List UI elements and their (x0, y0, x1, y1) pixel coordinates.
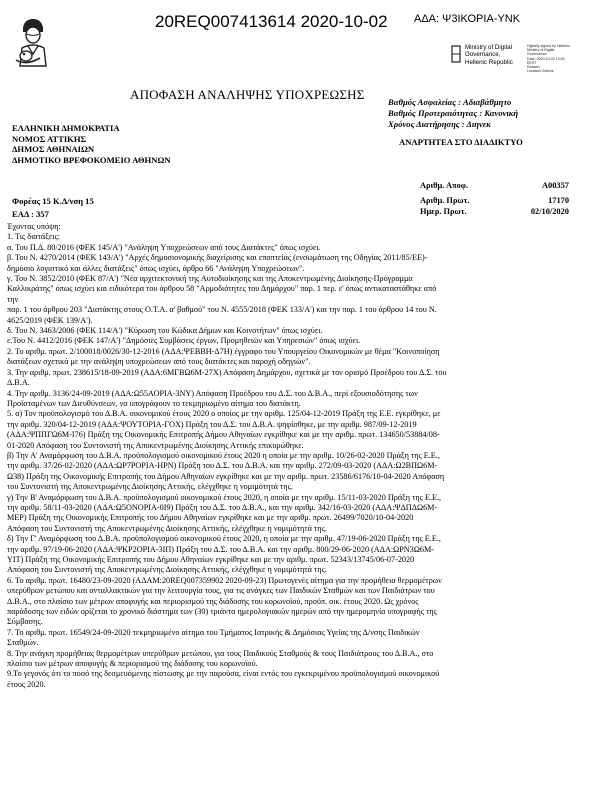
body-line: Σύμβασης. (7, 617, 43, 627)
body-line: δημόσιο λογιστικό και άλλες διατάξεις" όπως ισχύει, άρθρο 66 "Ανάληψη Υποχρεώσεων". (7, 263, 305, 273)
nurse-emblem-icon (12, 16, 54, 68)
body-line: 9.Το γεγονός ότι το ποσό της δεσμευόμενης πίστωσης με την παρούσα, είναι εντός του εγκεκριμένου προϋπολογισμού οικονομικού (7, 669, 440, 679)
body-line: Απόφαση του Συντονιστή της Αποκεντρωμένης Διοίκησης Αττικής, ελέγχθηκε η νομιμότητά της. (7, 565, 327, 575)
eda-number: ΕΑΔ : 357 (12, 209, 49, 219)
body-line: υπερύθρων μετώπου και ανταλλακτικών για την λειτουργία τους, για τις ανάγκες των Παιδικών Σταθμών και των Παιδιάτρων του (7, 586, 435, 596)
body-line: δ. Του Ν. 3463/2006 (ΦΕΚ 114/Α') "Κύρωση του Κώδικα Δήμων και Κοινοτήτων" όπως ισχύει. (7, 326, 323, 336)
signature-line: EEST (527, 60, 537, 65)
digital-signature-details (527, 44, 582, 73)
signature-line: Reason: (527, 65, 541, 70)
body-line: Καλλικράτης" όπως ισχύει και ειδικότερα του άρθρου 58 "Αρμοδιότητες του Δημάρχου" παρ. 1 περ. ε' όπως αντικαταστάθηκε από (7, 284, 437, 294)
document-title: ΑΠΟΦΑΣΗ ΑΝΑΛΗΨΗΣ ΥΠΟΧΡΕΩΣΗΣ (130, 87, 365, 102)
signature-line: Location: Athens (527, 69, 554, 74)
body-line: 4625/2019 (ΦΕΚ 139/Α'). (7, 315, 93, 325)
ministry-line: Hellenic Republic (465, 58, 513, 66)
body-line: 3. Την αριθμ. πρωτ. 238615/18-09-2019 (ΑΔΑ:6ΜΓΒΩ6Μ-27Χ) Απόφαση Δημάρχου, σχετικά με τον ορισμό Προέδρου του Δ.Σ. του (7, 367, 447, 377)
security-level: Βαθμός Ασφαλείας : Αδιαβάθμητο (388, 97, 512, 107)
body-line: 01-2020 Απόφαση του Συντονιστή της Αποκεντρωμένης Διοίκησης Αττικής επικυρώθηκε. (7, 440, 304, 450)
body-line: 6. Το αριθμ. πρωτ. 16480/23-09-2020 (ΑΔΑΜ:20REQ007359902 2020-09-23) Πρωτογενές αίτημα για την προμήθεια θερμομέτρων (7, 575, 442, 585)
issuer-line: ΝΟΜΟΣ ΑΤΤΙΚΗΣ (12, 133, 87, 144)
body-line: Δ.Β.Α., στο πλαίσιο των μέτρων αποφυγής και περιορισμού της διάδοσης του κορωνοϊού, προϋπ. οικ. έτους 2020. Ως χρόνος (7, 596, 419, 606)
issuer-line: ΕΛΛΗΝΙΚΗ ΔΗΜΟΚΡΑΤΙΑ (12, 123, 120, 133)
decision-number-label: Αριθμ. Αποφ. (420, 181, 469, 190)
decision-number-value: Α00357 (542, 181, 569, 190)
signature-line: Governance (527, 52, 547, 57)
body-line: πλαίσιο των μέτρων αποφυγής & περιορισμού της διάδοσης του κορωνοϊού. (7, 659, 258, 669)
body-line: Ω38) Πράξη της Οικονομικής Επιτροπής του Δήμου Αθηναίων εγκρίθηκε και με την αριθμ. πρωτ. 23586/6176/10-04-2020 Απόφαση (7, 471, 445, 481)
ministry-logo-icon (450, 44, 462, 64)
document-body (7, 222, 603, 690)
body-line: Σταθμών. (7, 638, 39, 648)
signature-line: Ministry of Digital (527, 48, 555, 53)
body-line: γ) Την Β' Αναμόρφωση του Δ.Β.Α. προϋπολογισμού οικονομικού έτους 2020, η οποία με την αριθμ. 15/11-03-2020 Πράξη της Ε.Ε., (7, 492, 442, 502)
ministry-line: Governance, (465, 51, 501, 59)
body-line: 2. Το αριθμ. πρωτ. 2/100018/0026/30-12-2016 (ΑΔΑ:ΨΕΒΒΗ-Δ7Η) έγγραφο του Υπουργείου Οικονομικών με θέμα "Κοινοποίηση (7, 346, 440, 356)
body-line: Δ.Β.Α. (7, 378, 30, 388)
body-line: 1. Τις διατάξεις: (7, 232, 60, 242)
classification-meta (388, 97, 518, 131)
body-line: Απόφαση του Συντονιστή της Αποκεντρωμένης Διοίκησης Αττικής, ελέγχθηκε η νομιμότητά της. (7, 523, 327, 533)
issuer-line: ΔΗΜΟΣ ΑΘΗΝΑΙΩΝ (12, 144, 95, 154)
body-line: 8. Την ανάγκη προμήθειας θερμομέτρων υπερύθρων μετώπου, για τους Παιδικούς Σταθμούς & τους Παιδιάτρους του Δ.Β.Α., στο (7, 648, 434, 658)
body-line: την αριθμ. 320/04-12-2019 (ΑΔΑ:ΨΟΥΤΟΡΙΑ-ΓΟΧ) Πράξη του Δ.Σ. του Δ.Β.Α. ψηφίσθηκε, με την αριθμ. 987/09-12-2019 (7, 419, 417, 429)
body-line: την αριθμ. 97/19-06-2020 (ΑΔΑ:ΨΚΡ2ΟΡΙΑ-3ΙΠ) Πράξη του Δ.Σ. του Δ.Β.Α. και την αριθμ. 800/29-06-2020 (ΑΔΑ:ΩΡΝ3Ω6Μ- (7, 544, 434, 554)
body-line: β. Του Ν. 4270/2014 (ΦΕΚ 143/Α') "Αρχές δημοσιονομικής διαχείρισης και εποπτείας (ενσωμάτωση της Οδηγίας 2011/85/ΕΕ)- (7, 253, 428, 263)
protocol-date-value: 02/10/2020 (530, 207, 569, 216)
priority-level: Βαθμός Προτεραιότητας : Κανονική (388, 108, 519, 119)
protocol-number-label: Αριθμ. Πρωτ. (420, 196, 470, 205)
body-line: Προϊσταμένων των Διευθύνσεων, να υπογράφουν το τεκμηριωμένο αίτημα του διατάκτη. (7, 398, 301, 408)
ada-header: ΑΔΑ: Ψ3ΙΚΟΡΙΑ-ΥΝΚ (414, 13, 521, 25)
body-line: του Συντονιστή της Αποκεντρωμένης Διοίκησης Αττικής, ελέγχθηκε η νομιμότητά της. (7, 482, 293, 492)
body-line: Έχοντας υπόψη: (7, 222, 61, 231)
body-line: ΥΙΤ) Πράξη της Οικονομικής Επιτροπής του Δήμου Αθηναίων εγκρίθηκε και με την αριθμ. πρωτ. 52343/13745/06-07-2020 (7, 555, 415, 564)
body-line: γ. Του Ν. 3852/2010 (ΦΕΚ 87/Α') "Νέα αρχιτεκτονική της Αυτοδιοίκησης και της Αποκεντρωμένης Διοίκησης-Πρόγραμμα (7, 274, 413, 284)
body-line: έτους 2020. (7, 679, 46, 689)
body-line: (ΑΔΑ:ΨΠΠΓΩ6Μ-Ι76) Πράξη της Οικονομικής Επιτροπής Δήμου Αθηναίων εγκρίθηκε και με την αριθμ. πρωτ. 134650/53884/08- (7, 430, 440, 440)
body-line: διατάξεων σχετικά με την ανάληψη υποχρεώσεων από τους διατάκτες και παροχή οδηγιών". (7, 357, 311, 367)
body-line: 5. α) Τον προϋπολογισμό του Δ.Β.Α. οικονομικού έτους 2020 ο οποίος με την αριθμ. 125/04-12-2019 Πράξη της Ε.Ε. εγκρίθηκε, με (7, 409, 441, 419)
protocol-number-value: 17170 (548, 196, 569, 205)
issuer-block (12, 123, 171, 165)
body-line: β) Την Α' Αναμόρφωση του Δ.Β.Α. προϋπολογισμού οικονομικού έτους 2020 η οποία με την αριθμ. 10/26-02-2020 Πράξη της Ε.Ε., (7, 450, 440, 460)
stamp-number: 20REQ007413614 2020-10-02 (155, 12, 388, 31)
signature-line: Digitally signed by Hellenic (527, 44, 570, 48)
protocol-date-label: Ημερ. Πρωτ. (420, 207, 467, 216)
body-line: α. Του Π.Δ. 80/2016 (ΦΕΚ 145/Α') "Ανάληψη Υποχρεώσεων από τους Διατάκτες" όπως ισχύει. (7, 242, 321, 252)
signature-line: Date: 2020.10.02 13:00 (527, 56, 565, 61)
issuer-line: ΔΗΜΟΤΙΚΟ ΒΡΕΦΟΚΟΜΕΙΟ ΑΘΗΝΩΝ (12, 154, 171, 165)
body-line: την αριθμ. 37/26-02-2020 (ΑΔΑ:ΩΡ7ΡΟΡΙΑ-ΗΡΝ) Πράξη του Δ.Σ. του Δ.Β.Α. και την αριθμ. 272/09-03-2020 (ΑΔΑ:Ω2ΒΠΩ6Μ- (7, 461, 438, 471)
posting-notice: ΑΝΑΡΤΗΤΕΑ ΣΤΟ ΔΙΑΔΙΚΤΥΟ (399, 137, 523, 147)
body-line: παρ. 1 του άρθρου 203 "Διατάκτης στους Ο.Τ.Α. α' βαθμού" του Ν. 4555/2018 (ΦΕΚ 133/Α') και την παρ. 1 του άρθρου 14 του Ν. (7, 305, 437, 315)
body-line: την (7, 294, 19, 304)
agency-code: Φορέας 15 Κ.Δ/νση 15 (12, 196, 94, 206)
body-line: 4. Την αριθμ. 3136/24-09-2019 (ΑΔΑ:Ω55ΑΟΡΙΑ-3ΝΥ) Απόφαση Προέδρου του Δ.Σ. του Δ.Β.Α., περί εξουσιοδότησης των (7, 388, 418, 398)
body-line: παράδοσης των ειδών ορίζεται το χρονικό διάστημα των (30) τριάντα ημερολογιακών ημερών από την ημερομηνία υπογραφής της (7, 607, 437, 617)
ministry-line: Ministry of Digital (465, 44, 513, 51)
retention-time: Χρόνος Διατήρησης : Διηνεκ (388, 119, 491, 130)
body-line: 7. Το αριθμ. πρωτ. 16549/24-09-2020 τεκμηριωμένο αίτημα του Τμήματος Ιατρικής & Δημόσιας Υγείας της Δ/νσης Παιδικών (7, 627, 420, 637)
body-line: δ) Την Γ' Αναμόρφωση του Δ.Β.Α. προϋπολογισμού οικονομικού έτους 2020, η οποία με την αριθμ. 47/19-06-2020 Πράξη της Ε.Ε., (7, 534, 441, 544)
body-line: ΜΕΡ) Πράξη της Οικονομικής Επιτροπής του Δήμου Αθηναίων εγκρίθηκε και με την αριθμ. πρωτ. 26499/7020/10-04-2020 (7, 513, 414, 523)
body-line: την αριθμ. 58/11-03-2020 (ΑΔΑ:Ω5ΟΝΟΡΙΑ-0Ι9) Πράξη του Δ.Σ. του Δ.Β.Α., και την αριθμ. 342/16-03-2020 (ΑΔΑ:ΨΔΠΔΩ6Μ- (7, 502, 438, 512)
body-line: ε.Του Ν. 4412/2016 (ΦΕΚ 147/Α') "Δημόσιες Συμβάσεις έργων, Προμηθειών και Υπηρεσιών" όπως ισχύει. (7, 336, 361, 346)
ministry-signature (465, 44, 525, 66)
